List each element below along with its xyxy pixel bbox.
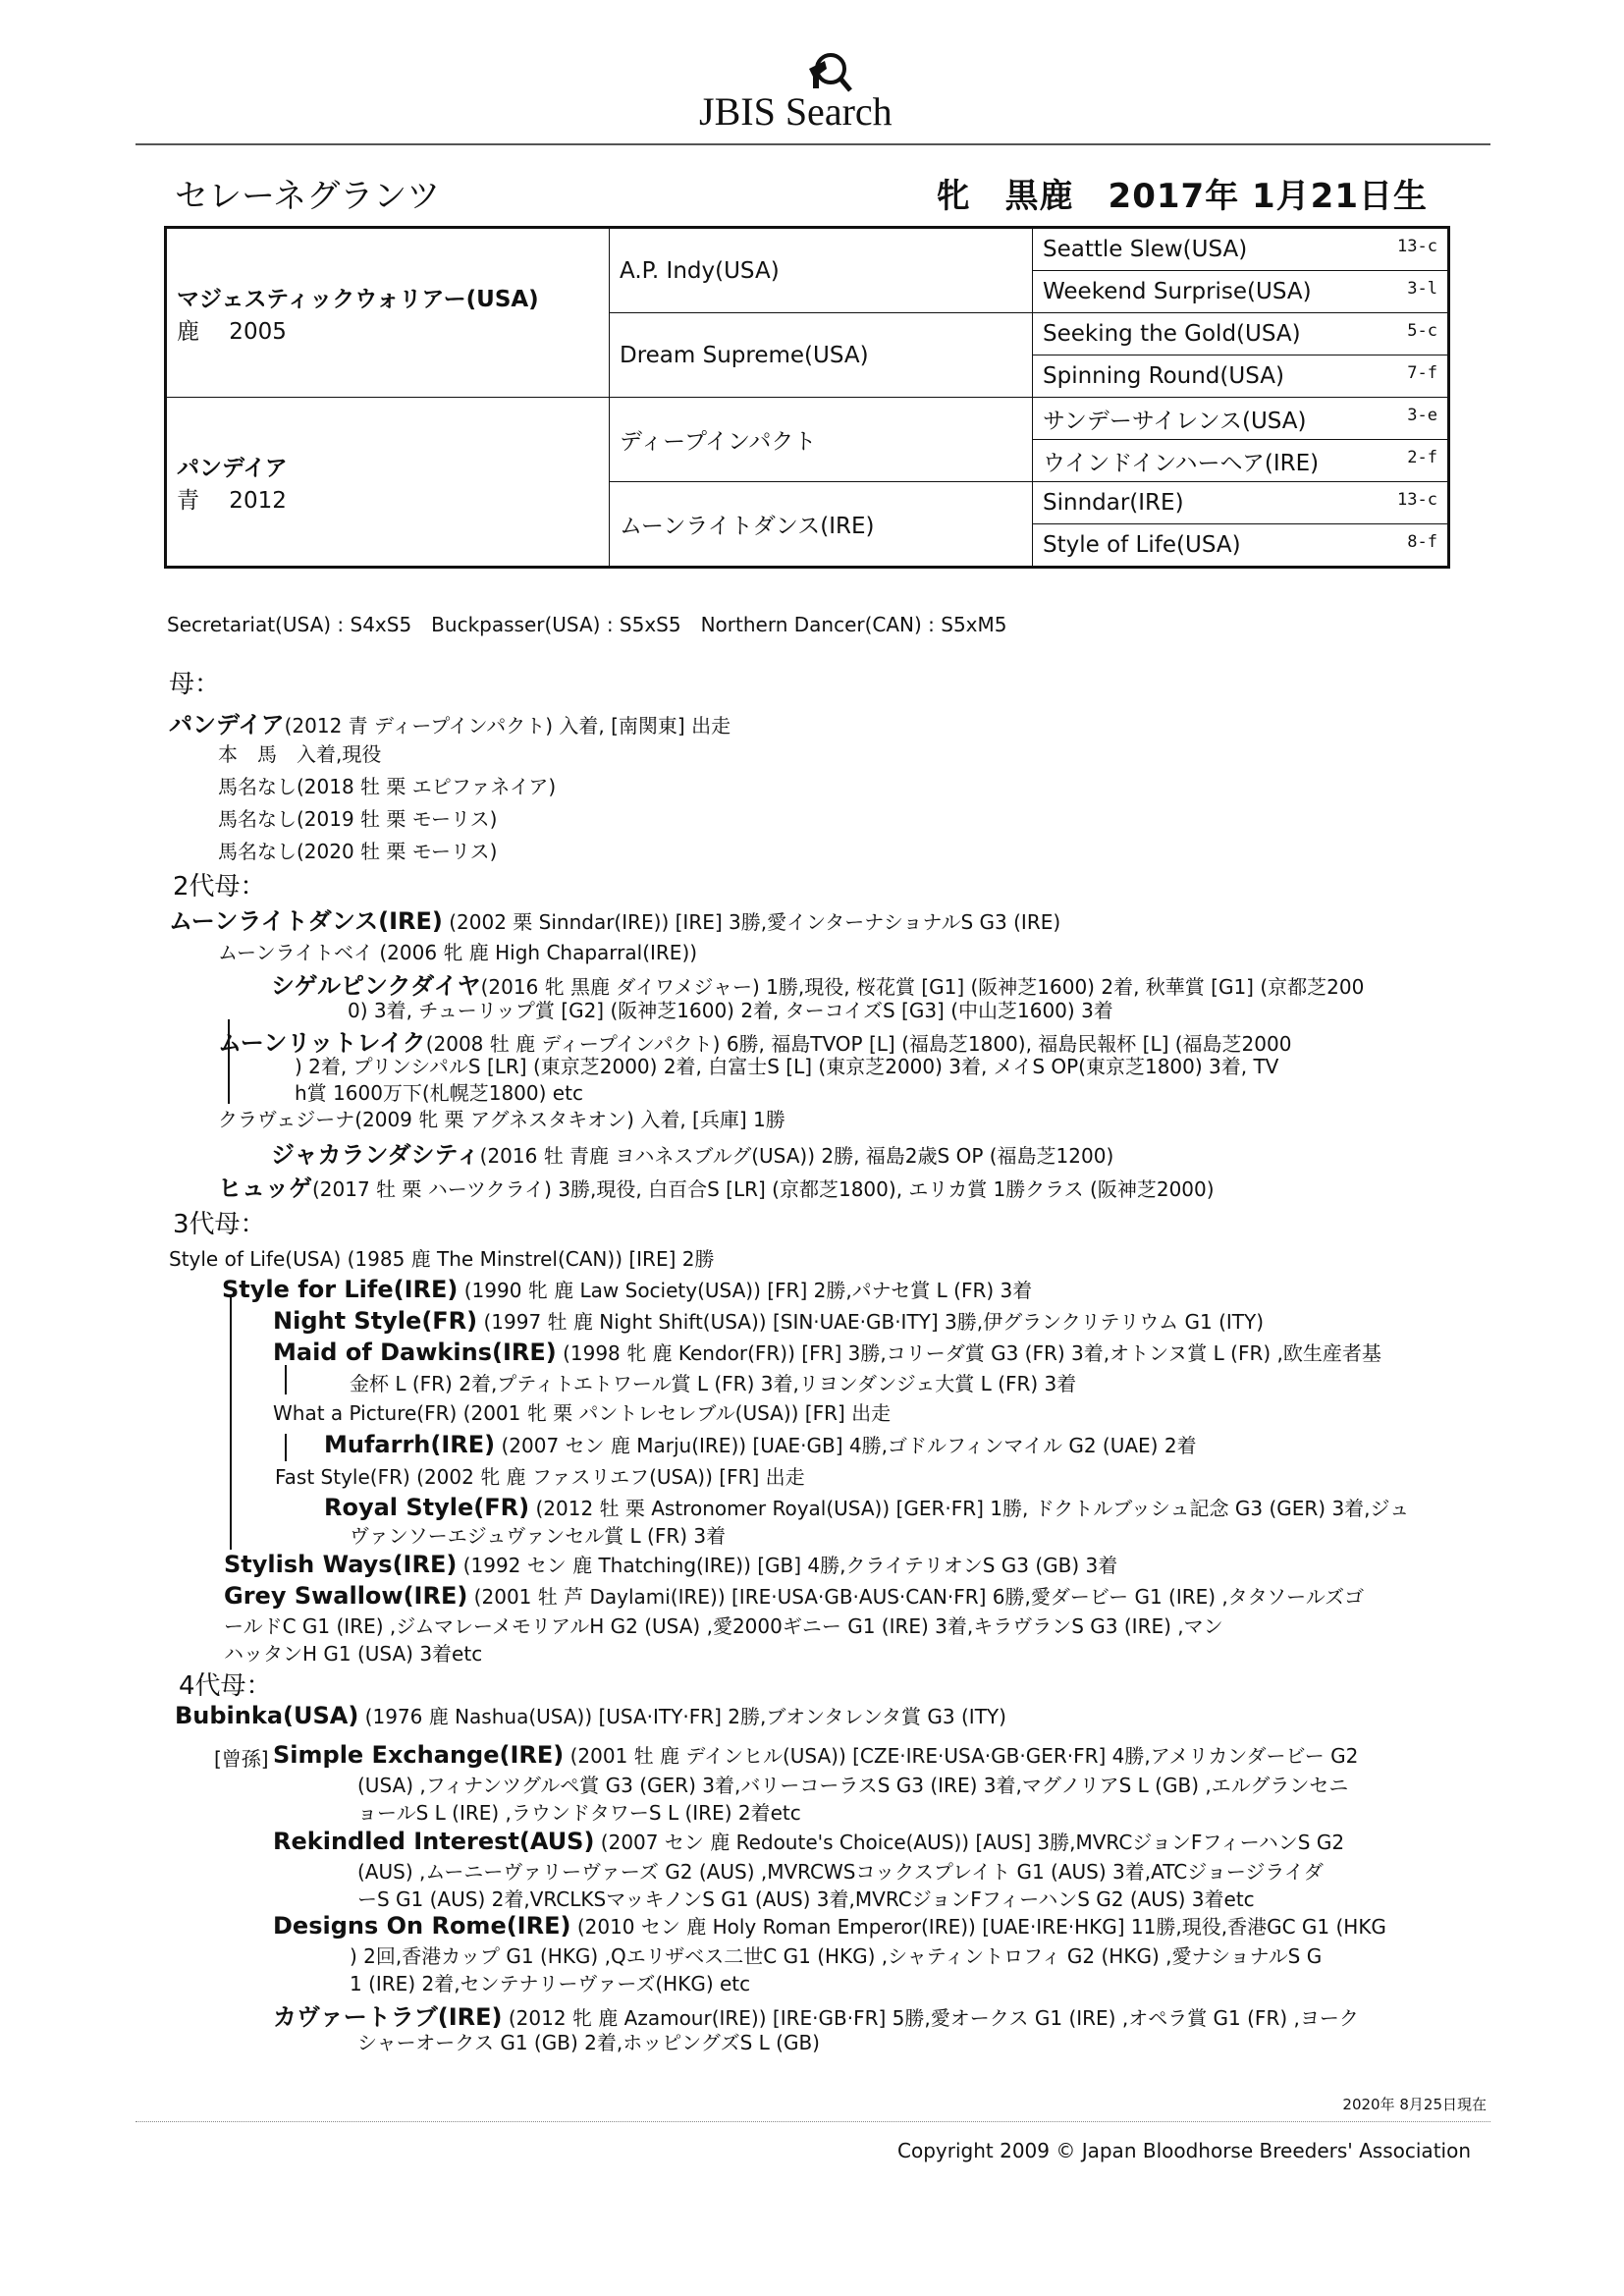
family-line bbox=[357, 2027, 820, 2055]
inbreeding-note: Secretariat(USA) : S4xS5 Buckpasser(USA) : S5xS5 Northern Dancer(CAN) : S5xM5 bbox=[167, 613, 1007, 636]
family-line-text: (2016 牝 黒鹿 ダイワメジャー) 1勝,現役, 桜花賞 [G1] (阪神芝1600) 2着, 秋華賞 [G1] (京都芝200 bbox=[480, 975, 1365, 999]
family-line-text: ) 2回,香港カップ G1 (HKG) ,Qエリザベス二世C G1 (HKG) ,シャティントロフィ G2 (HKG) ,愛ナショナルS G bbox=[350, 1944, 1323, 1968]
connector-line bbox=[230, 1294, 232, 1550]
dam-sire: ディープインパクト bbox=[610, 398, 1033, 482]
as-of-date: 2020年 8月25日現在 bbox=[1342, 2096, 1487, 2113]
family-line-text: (2008 牡 鹿 ディープインパクト) 6勝, 福島TVOP [L] (福島芝1800), 福島民報杯 [L] (福島芝2000 bbox=[425, 1032, 1292, 1056]
ancestor-name: Weekend Surprise(USA) bbox=[1043, 279, 1312, 304]
family-line-text: (USA) ,フィナンツグルペ賞 G3 (GER) 3着,バリーコーラスS G3 (IRE) 3着,マグノリアS L (GB) ,エルグランセニ bbox=[357, 1774, 1349, 1797]
logo-text: JBIS Search bbox=[699, 89, 893, 134]
horse-name-bold: Designs On Rome(IRE) bbox=[273, 1912, 571, 1940]
dam-dam: ムーンライトダンス(IRE) bbox=[610, 482, 1033, 568]
family-line-text: (1976 鹿 Nashua(USA)) [USA·ITY·FR] 2勝,ブオンタレンタ賞 G3 (ITY) bbox=[358, 1705, 1006, 1728]
family-line-text: クラヴェジーナ(2009 牝 栗 アグネスタキオン) 入着, [兵庫] 1勝 bbox=[218, 1108, 785, 1131]
family-line bbox=[222, 1275, 1032, 1303]
family-code: 2-f bbox=[1407, 448, 1437, 467]
family-line bbox=[224, 1550, 1117, 1578]
family-line-text: Fast Style(FR) (2002 牝 鹿 ファスリエフ(USA)) [FR] 出走 bbox=[275, 1465, 805, 1489]
horse-name-bold: Bubinka(USA) bbox=[175, 1702, 359, 1729]
pedigree-table bbox=[164, 226, 1450, 569]
horse-name-bold: Maid of Dawkins(IRE) bbox=[273, 1339, 557, 1366]
family-line bbox=[271, 1135, 1113, 1170]
family-line bbox=[350, 1941, 1322, 1969]
family-line bbox=[357, 1797, 801, 1826]
connector-line bbox=[285, 1365, 287, 1394]
family-line-text: 馬名なし(2018 牡 栗 エピファネイア) bbox=[218, 775, 557, 798]
ancestor-name: Seeking the Gold(USA) bbox=[1043, 321, 1301, 347]
ancestor-cell bbox=[1033, 313, 1449, 355]
family-code: 7-f bbox=[1407, 363, 1437, 383]
family-line-text: 本 馬 入着,現役 bbox=[218, 742, 382, 766]
family-line-text: (2010 セン 鹿 Holy Roman Emperor(IRE)) [UAE·IRE·HKG] 11勝,現役,香港GC G1 (HKG bbox=[570, 1915, 1386, 1939]
family-line bbox=[224, 1611, 1223, 1639]
family-code: 13-c bbox=[1397, 490, 1437, 510]
horse-name-bold: Rekindled Interest(AUS) bbox=[273, 1828, 595, 1855]
family-line-text: (2012 牝 鹿 Azamour(IRE)) [IRE·GB·FR] 5勝,愛オークス G1 (IRE) ,オペラ賞 G1 (FR) ,ヨーク bbox=[502, 2006, 1359, 2030]
family-code: 13-c bbox=[1397, 237, 1437, 256]
family-line bbox=[273, 1827, 1344, 1855]
horse-name-bold: Royal Style(FR) bbox=[324, 1494, 530, 1521]
family-line bbox=[350, 1368, 1076, 1396]
family-line bbox=[224, 1581, 1364, 1610]
family-line-text: ーS G1 (AUS) 2着,VRCLKSマッキノンS G1 (AUS) 3着,MVRCジョンFフィーハンS G2 (AUS) 3着etc bbox=[357, 1887, 1255, 1911]
ancestor-cell bbox=[1033, 440, 1449, 482]
family-line bbox=[218, 738, 381, 767]
family-line bbox=[218, 803, 497, 832]
great-grandchild-label: [曾孫] bbox=[214, 1747, 269, 1771]
ancestor-cell bbox=[1033, 355, 1449, 398]
family-line-text: (1997 牡 鹿 Night Shift(USA)) [SIN·UAE·GB·ITY] 3勝,伊グランクリテリウム G1 (ITY) bbox=[477, 1310, 1265, 1334]
family-line bbox=[218, 1104, 785, 1132]
family-line-text: ムーンライトベイ (2006 牝 鹿 High Chaparral(IRE)) bbox=[218, 941, 698, 964]
family-line-text: ールドC G1 (IRE) ,ジムマレーメモリアルH G2 (USA) ,愛2000ギニー G1 (IRE) 3着,キラヴランS G3 (IRE) ,マン bbox=[224, 1614, 1223, 1638]
connector-line bbox=[285, 1434, 287, 1461]
family-line-text: (2001 牡 芦 Daylami(IRE)) [IRE·USA·GB·AUS·CAN·FR] 6勝,愛ダービー G1 (IRE) ,タタソールズゴ bbox=[467, 1585, 1365, 1609]
section-dam: 母： bbox=[169, 670, 221, 699]
family-line-text: (2012 牡 栗 Astronomer Royal(USA)) [GER·FR] 1勝, ドクトルブッシュ記念 G3 (GER) 3着,ジュ bbox=[529, 1497, 1410, 1520]
family-line-text: (2002 栗 Sinndar(IRE)) [IRE] 3勝,愛インターナショナルS G3 (IRE) bbox=[442, 910, 1061, 934]
copyright: Copyright 2009 © Japan Bloodhorse Breeders' Association bbox=[897, 2139, 1471, 2162]
family-line bbox=[357, 1856, 1324, 1885]
horse-name-bold: Simple Exchange(IRE) bbox=[273, 1741, 565, 1769]
family-line-text: 0) 3着, チューリップ賞 [G2] (阪神芝1600) 2着, ターコイズS [G3] (中山芝1600) 3着 bbox=[348, 999, 1113, 1022]
family-line-text: 馬名なし(2019 牡 栗 モーリス) bbox=[218, 807, 498, 831]
family-line bbox=[273, 1911, 1386, 1940]
family-line bbox=[324, 1430, 1197, 1458]
family-line-text: (2007 セン 鹿 Marju(IRE)) [UAE·GB] 4勝,ゴドルフィンマイル G2 (UAE) 2着 bbox=[495, 1434, 1197, 1457]
family-line-text: (2016 牡 青鹿 ヨハネスブルグ(USA)) 2勝, 福島2歳S OP (福島芝1200) bbox=[479, 1144, 1114, 1168]
ancestor-name: Style of Life(USA) bbox=[1043, 532, 1241, 558]
family-line-text: (2007 セン 鹿 Redoute's Choice(AUS)) [AUS] 3勝,MVRCジョンFフィーハンS G2 bbox=[594, 1831, 1345, 1854]
horse-name-bold: ヒュッゲ bbox=[218, 1175, 312, 1202]
family-line bbox=[273, 1306, 1264, 1335]
ancestor-cell bbox=[1033, 228, 1449, 271]
horse-name-bold: シゲルピンクダイヤ bbox=[271, 972, 481, 1000]
horse-name-bold: Grey Swallow(IRE) bbox=[224, 1582, 468, 1610]
family-line bbox=[218, 937, 697, 965]
family-line bbox=[273, 1397, 891, 1426]
section-dam3: 3代母： bbox=[173, 1210, 266, 1239]
dam-info: 青 2012 bbox=[177, 487, 287, 514]
family-line bbox=[218, 1169, 1215, 1203]
family-line bbox=[275, 1461, 805, 1490]
family-line-text: 金杯 L (FR) 2着,プティトエトワール賞 L (FR) 3着,リヨンダンジェ大賞 L (FR) 3着 bbox=[350, 1372, 1077, 1395]
jbis-logo bbox=[699, 47, 935, 136]
horse-name-bold: ムーンリットレイク bbox=[218, 1029, 426, 1057]
ancestor-cell bbox=[1033, 398, 1449, 440]
ancestor-cell bbox=[1033, 524, 1449, 568]
ancestor-name: Sinndar(IRE) bbox=[1043, 490, 1184, 516]
family-line-text: What a Picture(FR) (2001 牝 栗 パントレセレブル(USA)) [FR] 出走 bbox=[273, 1401, 892, 1425]
horse-name-bold: パンデイア bbox=[169, 711, 285, 738]
section-dam4: 4代母： bbox=[179, 1671, 272, 1701]
family-line-text: シャーオークス G1 (GB) 2着,ホッピングズS L (GB) bbox=[357, 2031, 820, 2054]
family-line bbox=[218, 771, 556, 799]
family-code: 3-l bbox=[1407, 279, 1437, 299]
family-line bbox=[357, 1770, 1348, 1798]
family-line-text: ハッタンH G1 (USA) 3着etc bbox=[224, 1642, 483, 1666]
family-line bbox=[273, 1740, 1358, 1769]
family-line bbox=[218, 836, 497, 864]
family-line-text: ) 2着, プリンシパルS [LR] (東京芝2000) 2着, 白富士S [L] (東京芝2000) 3着, メイS OP(東京芝1800) 3着, TV bbox=[295, 1055, 1279, 1078]
sire-sire: A.P. Indy(USA) bbox=[610, 228, 1033, 313]
family-line-text: 1 (IRE) 2着,センテナリーヴァーズ(HKG) etc bbox=[350, 1972, 751, 1995]
horse-name-bold: Style for Life(IRE) bbox=[222, 1276, 459, 1303]
sire-dam: Dream Supreme(USA) bbox=[610, 313, 1033, 398]
family-line bbox=[295, 1077, 583, 1106]
header-rule bbox=[135, 143, 1490, 145]
horse-name-bold: Mufarrh(IRE) bbox=[324, 1431, 496, 1458]
family-line-text: (1998 牝 鹿 Kendor(FR)) [FR] 3勝,コリーダ賞 G3 (FR) 3着,オトンヌ賞 L (FR) ,欧生産者基 bbox=[556, 1341, 1381, 1365]
family-line bbox=[324, 1493, 1409, 1521]
family-line-text: (2001 牡 鹿 デインヒル(USA)) [CZE·IRE·USA·GB·GER·FR] 4勝,アメリカンダービー G2 bbox=[564, 1744, 1359, 1768]
family-line bbox=[348, 995, 1113, 1023]
sire-info: 鹿 2005 bbox=[177, 318, 287, 345]
family-line-text: (1990 牝 鹿 Law Society(USA)) [FR] 2勝,パナセ賞 L (FR) 3着 bbox=[458, 1279, 1033, 1302]
horse-name-bold: カヴァートラブ(IRE) bbox=[273, 2003, 503, 2031]
family-code: 5-c bbox=[1407, 321, 1437, 341]
family-line-text: (1992 セン 鹿 Thatching(IRE)) [GB] 4勝,クライテリオンS G3 (GB) 3着 bbox=[457, 1554, 1118, 1577]
dam-cell bbox=[166, 398, 610, 568]
family-line bbox=[295, 1051, 1278, 1079]
ancestor-name: サンデーサイレンス(USA) bbox=[1043, 408, 1307, 434]
family-line-text: (2012 青 ディープインパクト) 入着, [南関東] 出走 bbox=[284, 714, 731, 738]
family-line bbox=[350, 1520, 726, 1549]
horse-info: 牝 黒鹿 2017年 1月21日生 bbox=[936, 177, 1428, 216]
family-line-text: h賞 1600万下(札幌芝1800) etc bbox=[295, 1081, 583, 1105]
horse-name-bold: ムーンライトダンス(IRE) bbox=[169, 907, 443, 935]
family-line-text: (2017 牡 栗 ハーツクライ) 3勝,現役, 白百合S [LR] (京都芝1800), エリカ賞 1勝クラス (阪神芝2000) bbox=[312, 1177, 1215, 1201]
family-line bbox=[357, 1884, 1255, 1912]
sire-name: マジェスティックウォリアー(USA) bbox=[177, 286, 539, 312]
sire-cell bbox=[166, 228, 610, 398]
family-line bbox=[350, 1968, 750, 1996]
horse-name-bold: Stylish Ways(IRE) bbox=[224, 1551, 458, 1578]
family-line bbox=[175, 1701, 1006, 1729]
family-code: 8-f bbox=[1407, 532, 1437, 552]
family-line-text: Style of Life(USA) (1985 鹿 The Minstrel(CAN)) [IRE] 2勝 bbox=[169, 1247, 715, 1271]
horse-name-bold: ジャカランダシティ bbox=[271, 1141, 480, 1169]
ancestor-name: Seattle Slew(USA) bbox=[1043, 237, 1248, 262]
family-code: 3-e bbox=[1407, 406, 1437, 425]
family-line bbox=[273, 1338, 1381, 1366]
family-line bbox=[169, 1243, 714, 1272]
family-line bbox=[169, 902, 1060, 936]
ancestor-name: Spinning Round(USA) bbox=[1043, 363, 1284, 389]
connector-line bbox=[228, 1019, 230, 1104]
family-line bbox=[224, 1638, 482, 1667]
dam-name: パンデイア bbox=[177, 455, 288, 481]
footer-rule bbox=[135, 2121, 1490, 2122]
section-dam2: 2代母： bbox=[173, 872, 266, 902]
family-line-text: ヴァンソーエジュヴァンセル賞 L (FR) 3着 bbox=[350, 1524, 727, 1548]
horse-name: セレーネグランツ bbox=[175, 177, 441, 216]
ancestor-name: ウインドインハーヘア(IRE) bbox=[1043, 450, 1320, 476]
family-line-text: ョールS L (IRE) ,ラウンドタワーS L (IRE) 2着etc bbox=[357, 1801, 801, 1825]
family-line-text: (AUS) ,ムーニーヴァリーヴァーズ G2 (AUS) ,MVRCWSコックスプレイト G1 (AUS) 3着,ATCジョージライダ bbox=[357, 1860, 1324, 1884]
horse-name-bold: Night Style(FR) bbox=[273, 1307, 478, 1335]
ancestor-cell bbox=[1033, 271, 1449, 313]
family-line bbox=[169, 705, 731, 739]
family-line-text: 馬名なし(2020 牡 栗 モーリス) bbox=[218, 840, 498, 863]
ancestor-cell bbox=[1033, 482, 1449, 524]
